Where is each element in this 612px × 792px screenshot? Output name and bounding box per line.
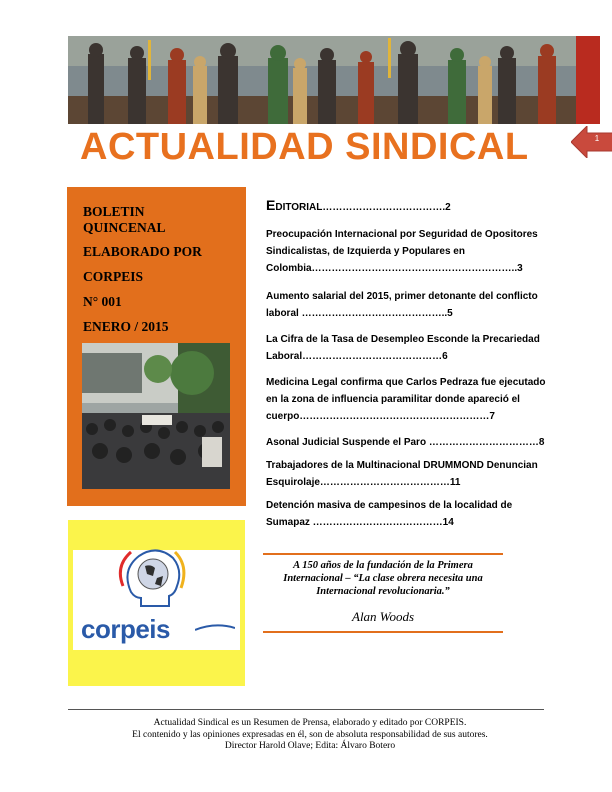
toc-editorial[interactable] — [266, 197, 451, 213]
logo-underline-icon — [195, 624, 235, 632]
protest-photo — [82, 343, 230, 489]
quote-divider-top — [263, 553, 503, 555]
toc-entry[interactable]: La Cifra de la Tasa de Desempleo Esconde la Precariedad Laboral……………………………………6 — [266, 334, 540, 362]
info-line-org: CORPEIS — [83, 269, 144, 284]
footer-line-2: El contenido y las opiniones expresadas en él, son de absoluta responsabilidad de sus autores. — [132, 729, 488, 740]
toc-entry[interactable]: Trabajadores de la Multinacional DRUMMOND Denuncian Esquirolaje…………………………………11 — [266, 460, 538, 488]
toc-entry[interactable]: Aumento salarial del 2015, primer detonante del conflicto laboral ……………………………………..5 — [266, 291, 538, 319]
info-line-number: N° 001 — [83, 294, 122, 309]
footer — [40, 718, 580, 753]
toc-entry[interactable]: Preocupación Internacional por Seguridad de Opositores Sindicalistas, de Izquierda y Populares en Colombia……………………………………………………..3 — [266, 229, 538, 274]
page-title: ACTUALIDAD SINDICAL — [80, 126, 529, 168]
bulletin-info-box — [67, 187, 246, 506]
info-line-bulletin: BOLETIN — [83, 204, 145, 219]
info-line-made-by: ELABORADO POR — [83, 244, 202, 259]
globe-head-icon — [117, 546, 187, 610]
footer-line-3: Director Harold Olave; Edita: Álvaro Botero — [224, 741, 396, 751]
footer-line-1: Actualidad Sindical es un Resumen de Prensa, elaborado y editado por CORPEIS. — [153, 718, 467, 728]
toc-entry[interactable]: Detención masiva de campesinos de la localidad de Sumapaz …………………………………14 — [266, 500, 513, 528]
quote-author: Alan Woods — [352, 609, 414, 624]
quote-text: A 150 años de la fundación de la Primera Internacional – “La clase obrera necesita una Internacional revolucionaria.” — [283, 560, 483, 597]
info-line-frequency: QUINCENAL — [83, 220, 166, 235]
toc-entry[interactable]: Asonal Judicial Suspende el Paro ……………………………8 — [266, 437, 545, 448]
logo-wordmark: corpeis — [81, 614, 170, 644]
toc-editorial-rest: DITORIAL……………………………….2 — [275, 202, 451, 213]
toc-entry[interactable]: Medicina Legal confirma que Carlos Pedraza fue ejecutado en la zona de influencia paramilitar donde apareció el cuerpo…………………………………………………7 — [266, 377, 546, 422]
banner-illustration — [68, 36, 600, 124]
corpeis-logo-box — [68, 520, 245, 686]
quote-divider-bottom — [263, 631, 503, 633]
corpeis-logo — [73, 550, 240, 650]
toc-editorial-cap: E — [266, 197, 276, 213]
footer-divider — [68, 709, 544, 710]
info-line-date: ENERO / 2015 — [83, 319, 169, 334]
quote-box — [263, 553, 503, 633]
page-number: 1 — [594, 134, 600, 143]
